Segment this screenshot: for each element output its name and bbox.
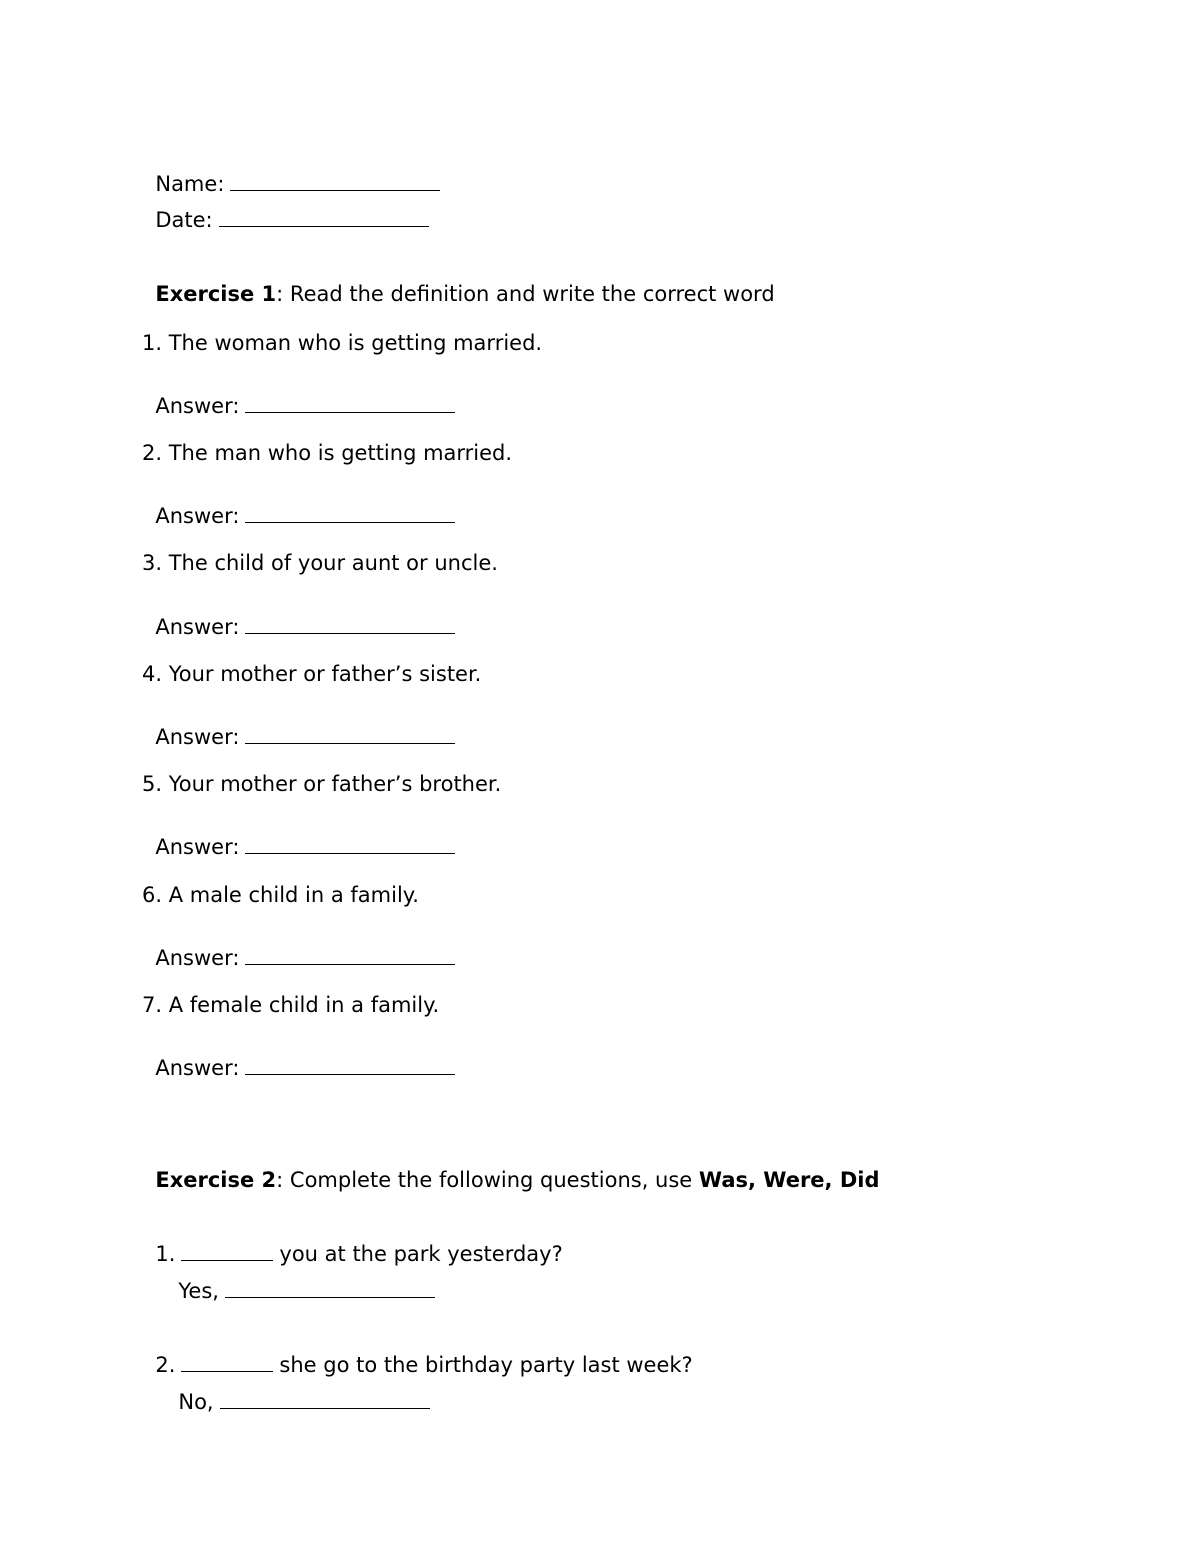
name-label: Name:	[155, 172, 225, 196]
answer-label: Answer:	[155, 504, 240, 528]
ex2-number-1: 1.	[155, 1242, 176, 1266]
ex1-answer-blank-5[interactable]	[245, 835, 455, 854]
date-blank[interactable]	[219, 208, 429, 227]
date-label: Date:	[155, 208, 213, 232]
ex1-answer-line-5	[142, 808, 455, 859]
ex2-reply-line-2	[165, 1363, 430, 1414]
ex1-answer-line-6	[142, 919, 455, 970]
answer-label: Answer:	[155, 1056, 240, 1080]
answer-label: Answer:	[155, 725, 240, 749]
exercise2-title: Exercise 2	[155, 1168, 277, 1192]
ex1-answer-line-1	[142, 367, 455, 418]
date-line	[142, 181, 429, 232]
ex1-question-5: 5. Your mother or father’s brother.	[142, 772, 502, 796]
exercise1-title: Exercise 1	[155, 282, 277, 306]
ex2-reply-blank-2[interactable]	[220, 1390, 430, 1409]
ex2-question-text-1: you at the park yesterday?	[279, 1242, 563, 1266]
ex1-question-7: 7. A female child in a family.	[142, 993, 440, 1017]
exercise2-instruction: Complete the following questions, use	[283, 1168, 699, 1192]
ex1-question-2: 2. The man who is getting married.	[142, 441, 513, 465]
answer-label: Answer:	[155, 394, 240, 418]
ex1-question-4: 4. Your mother or father’s sister.	[142, 662, 482, 686]
ex1-answer-line-2	[142, 477, 455, 528]
answer-label: Answer:	[155, 946, 240, 970]
ex1-answer-blank-3[interactable]	[245, 615, 455, 634]
ex2-reply-label-2: No,	[178, 1390, 214, 1414]
ex2-reply-line-1	[165, 1252, 435, 1303]
ex1-question-6: 6. A male child in a family.	[142, 883, 419, 907]
exercise1-heading	[142, 255, 775, 306]
ex1-answer-blank-1[interactable]	[245, 394, 455, 413]
name-line	[142, 145, 440, 196]
exercise1-colon: :	[276, 282, 284, 306]
ex1-answer-line-7	[142, 1029, 455, 1080]
ex1-question-1: 1. The woman who is getting married.	[142, 331, 543, 355]
answer-label: Answer:	[155, 835, 240, 859]
ex2-question-1	[142, 1215, 563, 1266]
ex2-reply-label-1: Yes,	[178, 1279, 219, 1303]
ex1-answer-blank-6[interactable]	[245, 946, 455, 965]
ex1-answer-blank-4[interactable]	[245, 725, 455, 744]
ex1-question-3: 3. The child of your aunt or uncle.	[142, 551, 498, 575]
exercise2-colon: :	[276, 1168, 284, 1192]
ex1-answer-line-4	[142, 698, 455, 749]
ex2-question-text-2: she go to the birthday party last week?	[279, 1353, 693, 1377]
ex1-answer-blank-2[interactable]	[245, 504, 455, 523]
ex2-question-2	[142, 1326, 693, 1377]
exercise2-keywords: Was, Were, Did	[698, 1168, 880, 1192]
ex1-answer-blank-7[interactable]	[245, 1056, 455, 1075]
answer-label: Answer:	[155, 615, 240, 639]
ex1-answer-line-3	[142, 588, 455, 639]
exercise2-heading	[142, 1141, 880, 1192]
ex2-reply-blank-1[interactable]	[225, 1279, 435, 1298]
exercise1-instruction: Read the definition and write the correct word	[283, 282, 775, 306]
ex2-number-2: 2.	[155, 1353, 176, 1377]
